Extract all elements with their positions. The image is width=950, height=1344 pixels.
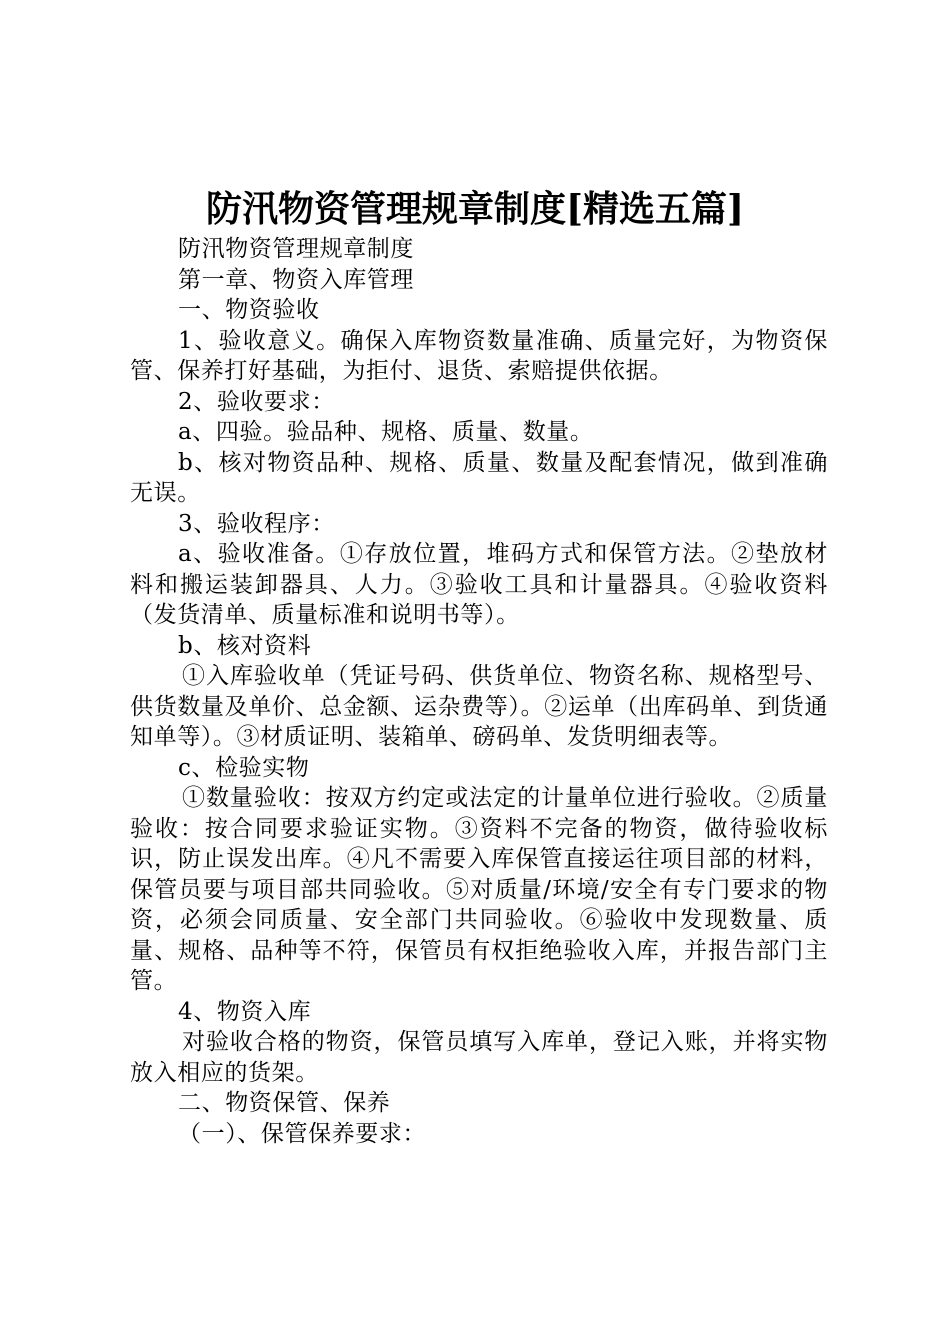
document-title: 防汛物资管理规章制度[精选五篇] (205, 188, 745, 230)
paragraph: 3、验收程序： (178, 510, 335, 537)
paragraph: 1、验收意义。确保入库物资数量准确、质量完好，为物资保管、保养打好基础，为拒付、退货、索赔提供依据。 (130, 327, 828, 384)
paragraph-chapter-1: 第一章、物资入库管理 (178, 266, 414, 293)
paragraph: ①入库验收单（凭证号码、供货单位、物资名称、规格型号、供货数量及单价、总金额、运杂费等）。②运单（出库码单、到货通知单等）。③材质证明、装箱单、磅码单、发货明细表等。 (130, 663, 828, 750)
paragraph: b、核对资料 (178, 632, 312, 659)
paragraph: a、验收准备。①存放位置，堆码方式和保管方法。②垫放材料和搬运装卸器具、人力。③验收工具和计量器具。④验收资料（发货清单、质量标准和说明书等）。 (130, 541, 828, 628)
paragraph: 2、验收要求： (178, 388, 335, 415)
paragraph: 4、物资入库 (178, 998, 312, 1025)
paragraph-subsection-1: （一）、保管保养要求： (178, 1120, 427, 1147)
paragraph: ①数量验收：按双方约定或法定的计量单位进行验收。②质量验收：按合同要求验证实物。③资料不完备的物资，做待验收标识，防止误发出库。④凡不需要入库保管直接运往项目部的材料，保管员要与项目部共同验收。⑤对质量/环境/安全有专门要求的物资，必须会同质量、安全部门共同验收。⑥验收中发现数量、质量、规格、品种等不符，保管员有权拒绝验收入库，并报告部门主管。 (130, 785, 828, 994)
paragraph-doc-heading: 防汛物资管理规章制度 (178, 236, 414, 262)
paragraph: b、核对物资品种、规格、质量、数量及配套情况，做到准确无误。 (130, 449, 828, 506)
document-body (130, 234, 828, 1149)
paragraph: 对验收合格的物资，保管员填写入库单，登记入账，并将实物放入相应的货架。 (130, 1029, 828, 1086)
paragraph: a、四验。验品种、规格、质量、数量。 (178, 419, 594, 445)
paragraph: c、检验实物 (178, 754, 310, 781)
paragraph-section-2: 二、物资保管、保养 (178, 1090, 391, 1116)
paragraph-section-1: 一、物资验收 (178, 297, 320, 323)
